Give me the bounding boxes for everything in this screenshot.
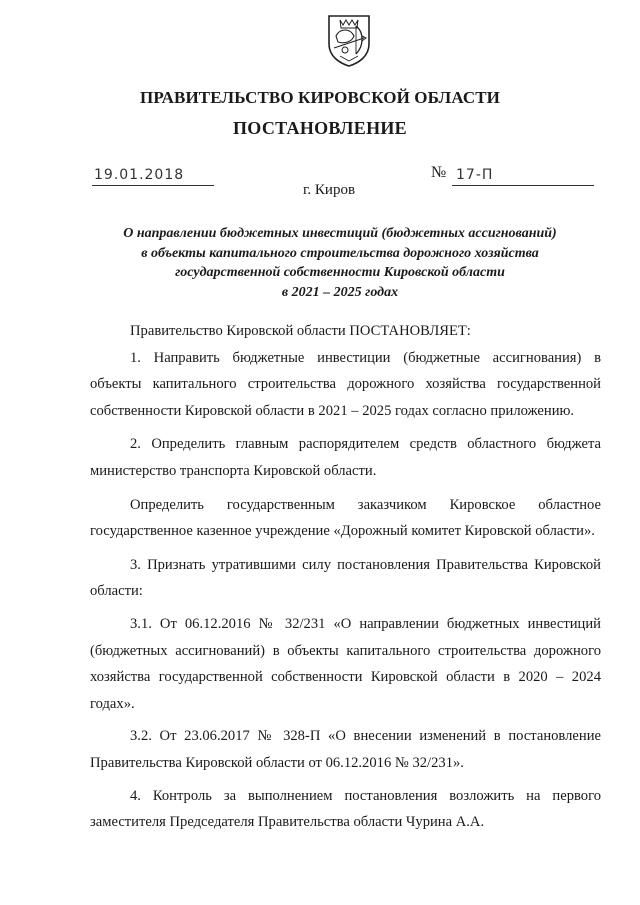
document-type-title: ПОСТАНОВЛЕНИЕ bbox=[233, 118, 407, 138]
clause-3-1: 3.1. От 06.12.2016 № 32/231 «О направлении бюджетных инвестиций (бюджетных ассигнований) в объекты капитального строительства дорожного хозяйства государственной собственности Кировской области в 2020 – 2024 годах». bbox=[90, 615, 601, 712]
document-body bbox=[90, 318, 601, 836]
clause-4: 4. Контроль за выполнением постановления возложить на первого заместителя Председателя Правительства области Чурина А.А. bbox=[90, 787, 601, 831]
number-label: № bbox=[431, 164, 447, 181]
clause-3: 3. Признать утратившими силу постановления Правительства Кировской области: bbox=[90, 556, 601, 600]
subject-line: в объекты капитального строительства дорожного хозяйства bbox=[141, 245, 539, 261]
preamble: Правительство Кировской области ПОСТАНОВЛЯЕТ: bbox=[130, 323, 471, 339]
kirov-oblast-coat-of-arms-icon bbox=[326, 14, 372, 68]
clause-2-customer: Определить государственным заказчиком Кировское областное государственное казенное учреждение «Дорожный комитет Кировской области». bbox=[90, 496, 601, 540]
document-subject bbox=[90, 224, 590, 302]
subject-line: в 2021 – 2025 годах bbox=[281, 284, 399, 300]
clause-1: 1. Направить бюджетные инвестиции (бюджетные ассигнования) в объекты капитального строительства дорожного хозяйства государственной собственности Кировской области в 2021 – 2025 годах согласно приложению. bbox=[90, 349, 601, 419]
subject-line: О направлении бюджетных инвестиций (бюджетных ассигнований) bbox=[123, 226, 557, 241]
clause-3-2: 3.2. От 23.06.2017 № 328-П «О внесении изменений в постановление Правительства Кировской области от 06.12.2016 № 32/231». bbox=[90, 728, 601, 771]
document-number: 17-П bbox=[452, 165, 594, 186]
clause-2: 2. Определить главным распорядителем средств областного бюджета министерство транспорта Кировской области. bbox=[90, 436, 601, 479]
government-title: ПРАВИТЕЛЬСТВО КИРОВСКОЙ ОБЛАСТИ bbox=[140, 88, 500, 107]
city: г. Киров bbox=[302, 182, 356, 198]
document-date: 19.01.2018 bbox=[92, 165, 214, 186]
subject-line: государственной собственности Кировской области bbox=[175, 265, 505, 280]
